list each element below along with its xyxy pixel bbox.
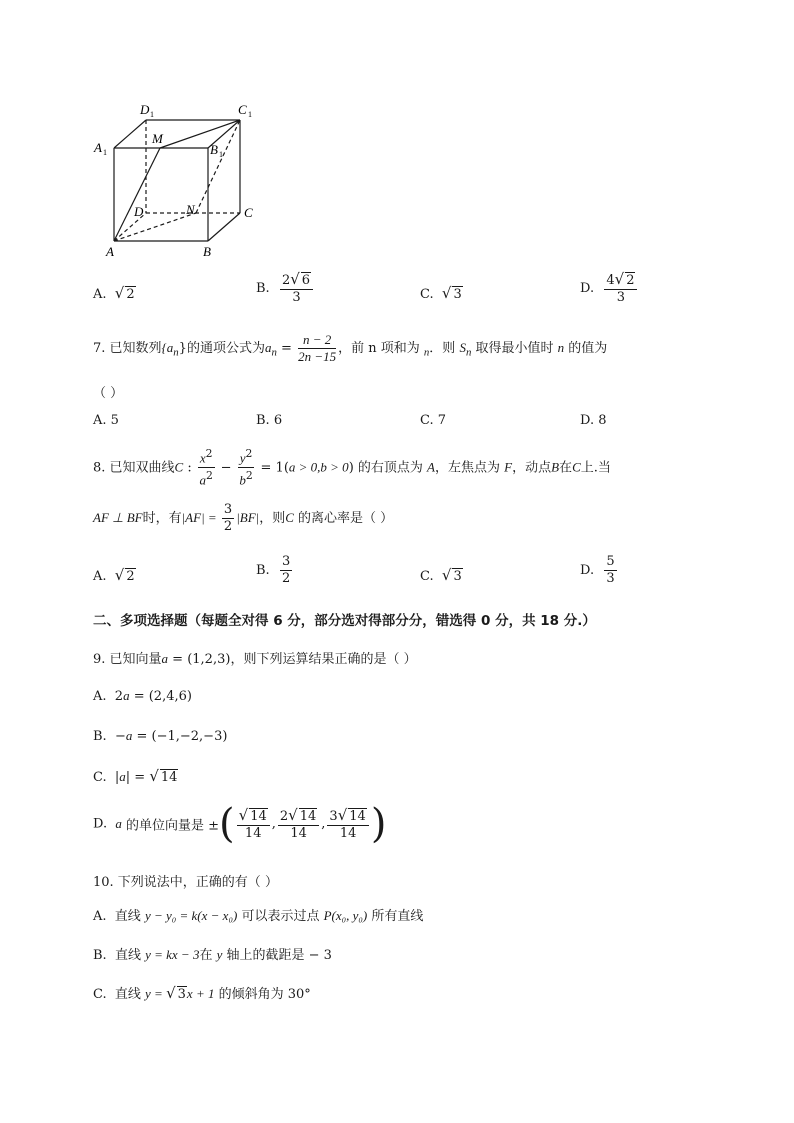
edge-A1D1 bbox=[114, 120, 146, 148]
label-D1: D bbox=[140, 102, 150, 117]
q10-option-b[interactable]: B. 直线 y = kx − 3在 y 轴上的截距是 − 3 bbox=[93, 947, 332, 963]
q7-paren: （ ） bbox=[93, 386, 124, 401]
label-B1: B bbox=[210, 142, 218, 157]
q8-option-a[interactable]: A. √ 2 bbox=[93, 566, 135, 584]
q9-option-d[interactable]: D. a 的单位向量是 ±( $\frac{√ 14}{14}$ , $\frac{2√ 14}{14}$ , $\frac{3√ 14}{14}$ ) bbox=[93, 801, 387, 847]
q8-option-d[interactable]: D. $\frac{5}{3}$ bbox=[580, 554, 615, 586]
label-A1: A bbox=[94, 140, 102, 155]
q7-option-b[interactable]: B. 6 bbox=[256, 413, 283, 428]
q7-option-c[interactable]: C. 7 bbox=[420, 413, 447, 428]
q9-option-c[interactable]: C. |a| = √ 14 bbox=[93, 767, 178, 785]
section-2-heading: 二、多项选择题（每题全对得 6 分，部分选对得部分分，错选得 0 分，共 18 分.） bbox=[93, 613, 596, 629]
q7-option-d[interactable]: D. 8 bbox=[580, 413, 607, 428]
label-M: M bbox=[152, 131, 163, 146]
edge-BC bbox=[208, 213, 240, 241]
q8-option-c[interactable]: C. √ 3 bbox=[420, 566, 462, 584]
cube-figure bbox=[88, 96, 278, 266]
label-B: B bbox=[203, 244, 211, 259]
label-C: C bbox=[244, 205, 253, 220]
q8-option-b[interactable]: B. $\frac{3}{2}$ bbox=[256, 554, 291, 586]
segment-MC1 bbox=[160, 120, 240, 148]
q9-stem: 9. 已知向量a = (1,2,3)，则下列运算结果正确的是（ ） bbox=[93, 651, 417, 667]
label-A: A bbox=[106, 244, 114, 259]
q10-stem: 10. 下列说法中，正确的有（ ） bbox=[93, 875, 278, 890]
label-C1: C bbox=[238, 102, 247, 117]
q7-option-a[interactable]: A. 5 bbox=[93, 413, 119, 428]
segment-AM bbox=[114, 148, 160, 241]
q9-option-a[interactable]: A. 2a = (2,4,6) bbox=[93, 688, 192, 704]
hidden-NC1 bbox=[196, 120, 240, 213]
q8-stem-line2: AF ⊥ BF时，有|AF| = $\frac{3}{2}$ |BF|，则C 的离心率是（ ） bbox=[93, 502, 394, 534]
q6-option-d[interactable]: D. $\frac{4√ 2}{3}$ bbox=[580, 271, 639, 306]
svg-text:1: 1 bbox=[103, 148, 107, 157]
svg-text:1: 1 bbox=[219, 150, 223, 159]
q10-option-a[interactable]: A. 直线 y − y₀ = k(x − x₀) 可以表示过点 P(x₀, y₀) 所有直线 bbox=[93, 908, 424, 924]
label-N: N bbox=[186, 202, 195, 217]
q6-option-a[interactable]: A. √ 2 bbox=[93, 284, 135, 302]
q10-option-c[interactable]: C. 直线 y = √ 3x + 1 的倾斜角为 30° bbox=[93, 984, 311, 1002]
q6-option-b[interactable]: B. $\frac{2√ 6}{3}$ bbox=[256, 271, 315, 306]
q6-option-c[interactable]: C. √ 3 bbox=[420, 284, 462, 302]
svg-text:1: 1 bbox=[150, 110, 154, 119]
q8-stem-line1: 8. 已知双曲线C : $\frac{x^2}{a^2}$ − $\frac{y^2}{b^2}$ = 1(a > 0,b > 0) 的右顶点为 A，左焦点为 F，动点B在C上.当 bbox=[93, 447, 611, 488]
q9-option-b[interactable]: B. −a = (−1,−2,−3) bbox=[93, 728, 228, 744]
q7-stem: 7. 已知数列$\{a_n\}$的通项公式为$a_n$ = $\frac{n - 2}{2n -15}$ ，前 n 项和为 $_n$．则 $S_n$ 取得最小值时 n 的值为 bbox=[93, 332, 608, 364]
label-D: D bbox=[134, 204, 144, 219]
svg-text:1: 1 bbox=[248, 110, 252, 119]
cube-diagram bbox=[88, 96, 278, 266]
